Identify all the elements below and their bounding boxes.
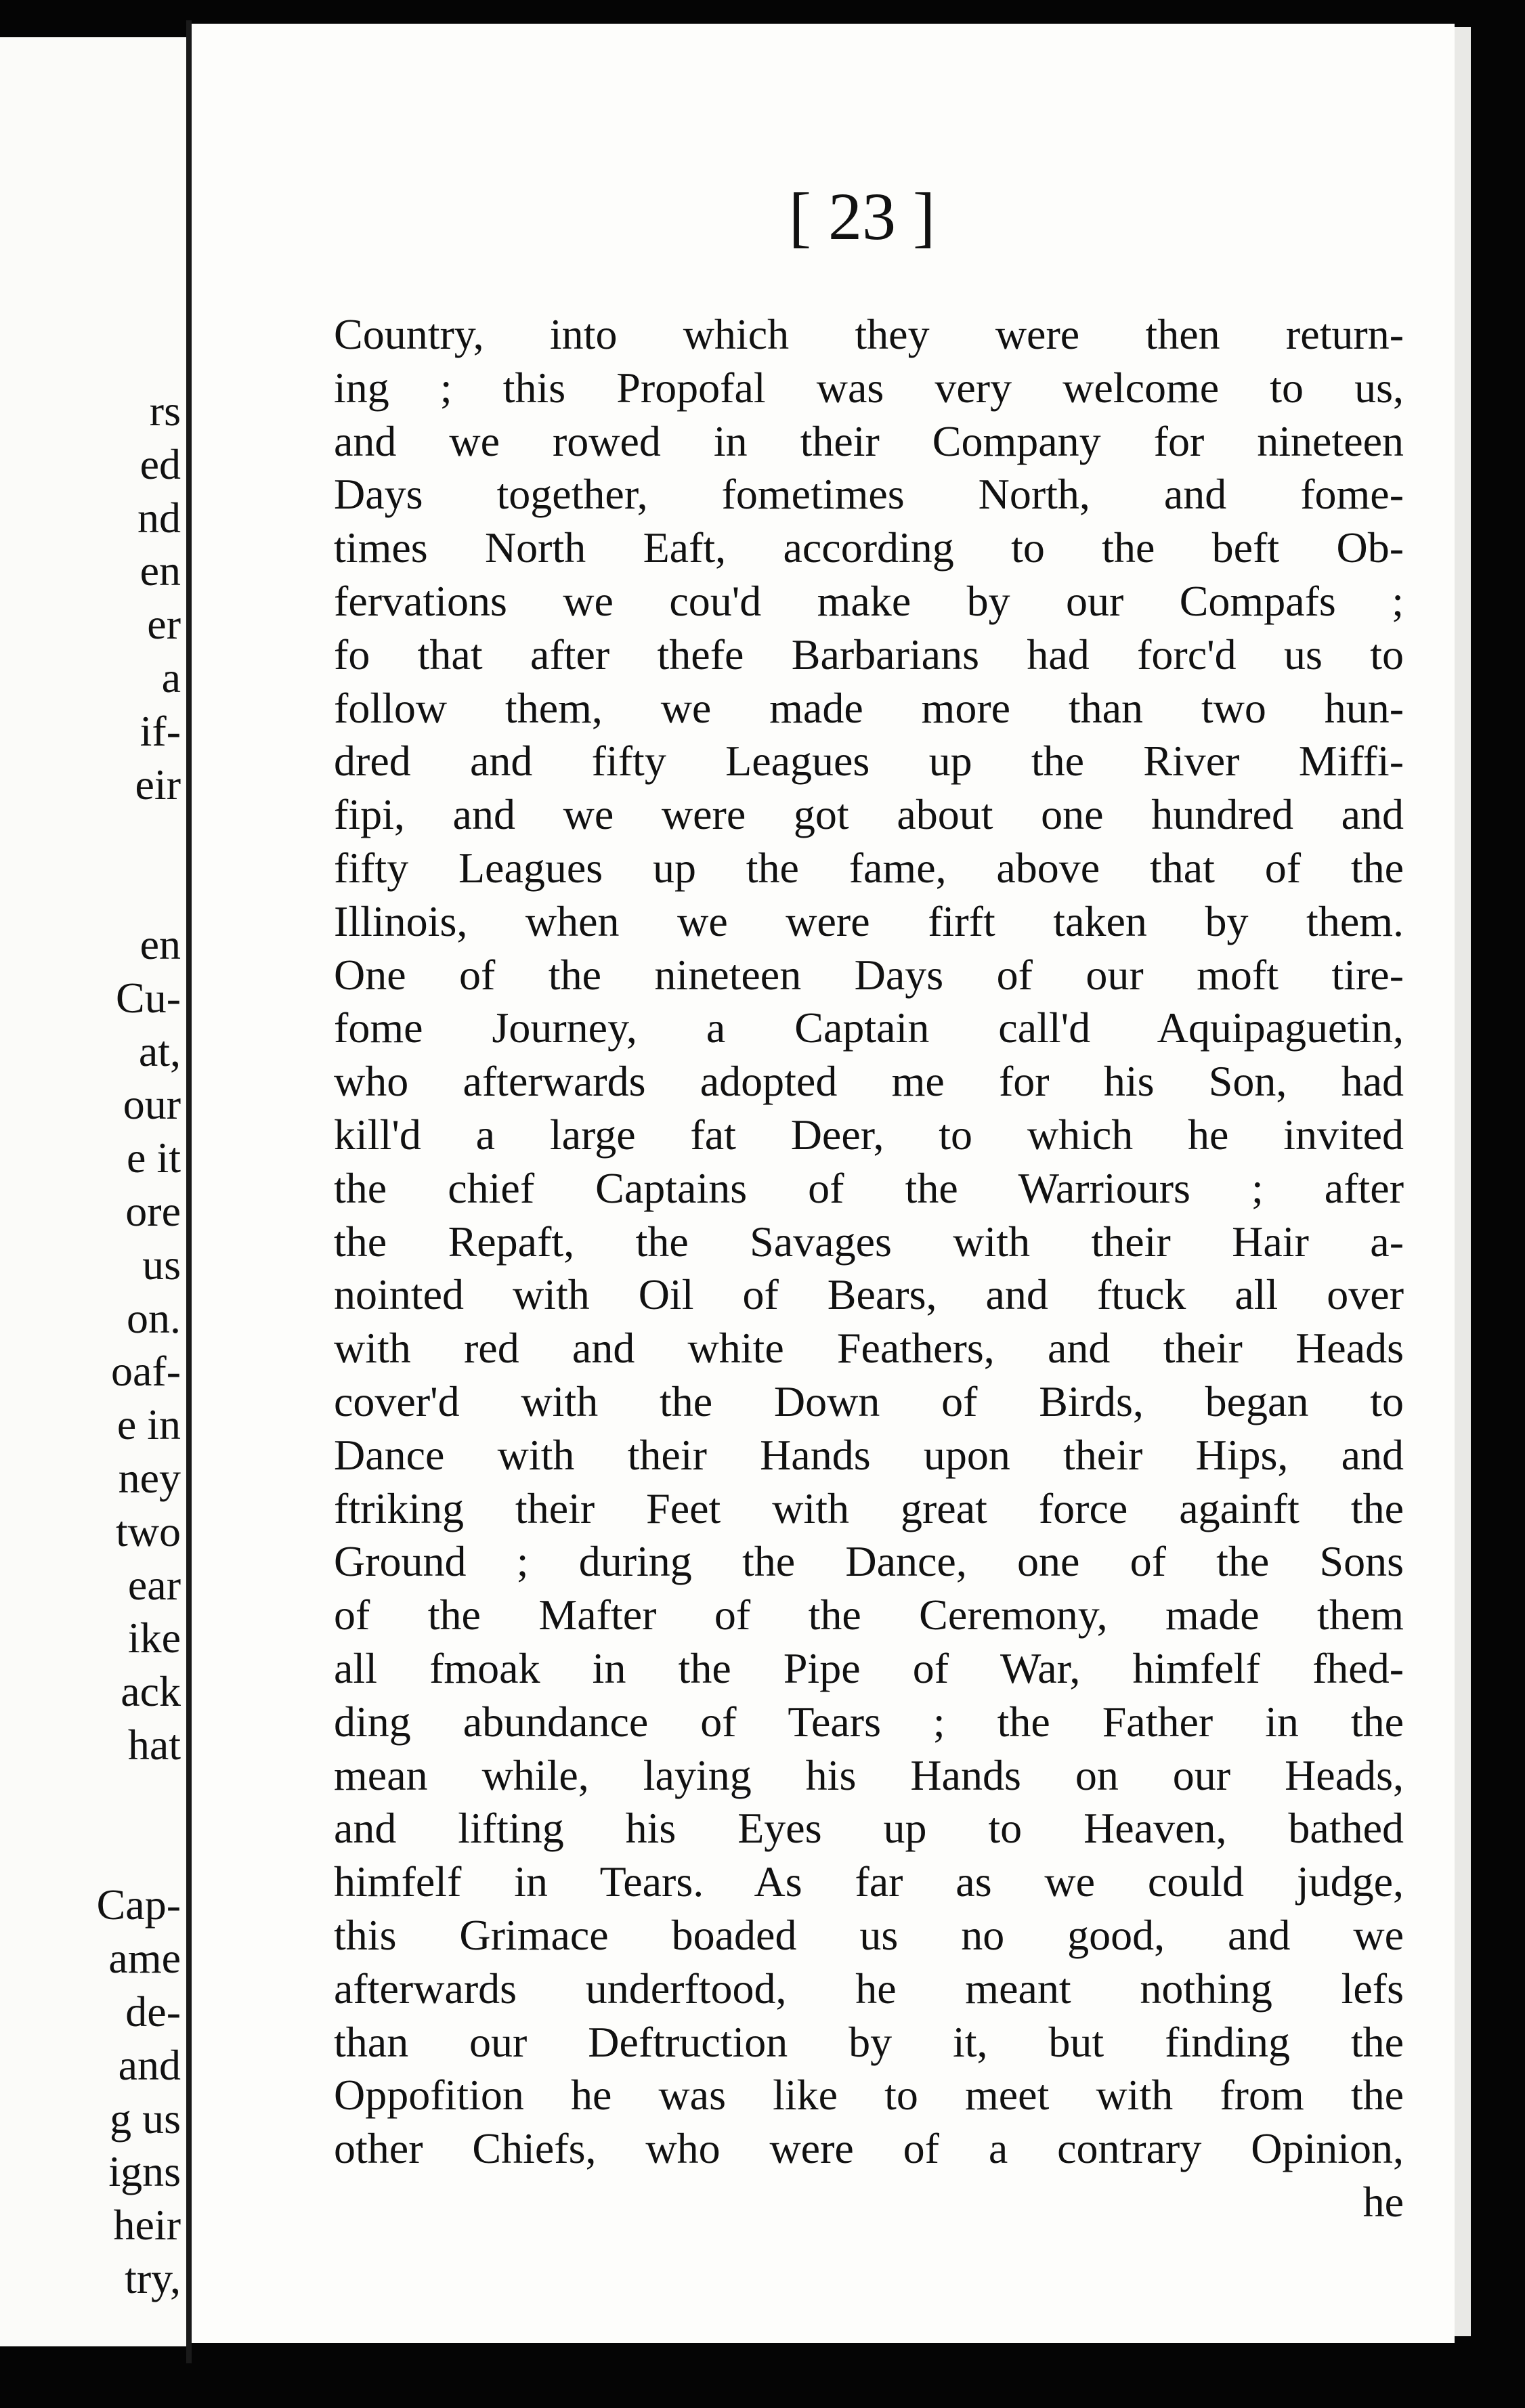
left-page-fragment: oaf-: [110, 1347, 181, 1396]
left-page-fragment: ame: [108, 1934, 181, 1983]
page-number: [ 23 ]: [788, 179, 936, 254]
left-page-fragment: g us: [110, 2094, 181, 2143]
text-line: with red and white Feathers, and their Heads: [334, 1324, 1404, 1373]
text-line: cover'd with the Down of Birds, began to: [334, 1377, 1404, 1425]
text-line: kill'd a large fat Deer, to which he invited: [334, 1110, 1404, 1159]
text-line: nointed with Oil of Bears, and ftuck all over: [334, 1270, 1404, 1319]
left-page-fragment: Cap-: [96, 1880, 181, 1929]
left-page-fragment: rs: [149, 387, 181, 435]
text-line: of the Mafter of the Ceremony, made them: [334, 1591, 1404, 1639]
left-page-fragment: eir: [135, 760, 181, 809]
left-page-fragment: en: [139, 920, 181, 968]
left-page-fragment: er: [147, 600, 181, 649]
left-page-fragment: Cu-: [116, 973, 181, 1022]
text-line: ing ; this Propofal was very welcome to us,: [334, 363, 1404, 412]
text-line: One of the nineteen Days of our moft tire-: [334, 950, 1404, 999]
page-gutter: [186, 20, 192, 2363]
text-line: himfelf in Tears. As far as we could judge,: [334, 1857, 1404, 1906]
text-line: fervations we cou'd make by our Compafs ;: [334, 576, 1404, 625]
left-page-fragment: hat: [127, 1721, 181, 1769]
text-line: ding abundance of Tears ; the Father in the: [334, 1697, 1404, 1746]
text-line: Dance with their Hands upon their Hips, and: [334, 1430, 1404, 1479]
left-page-fragment: ike: [127, 1614, 181, 1662]
text-line: who afterwards adopted me for his Son, had: [334, 1057, 1404, 1106]
left-page-fragment: if-: [139, 706, 181, 755]
left-page-fragment: try,: [125, 2254, 181, 2302]
left-page-text-fragments: [0, 37, 186, 2346]
left-page-fragment: and: [118, 2040, 181, 2089]
left-page-fragment: ear: [127, 1560, 181, 1609]
text-line: the chief Captains of the Warriours ; after: [334, 1163, 1404, 1212]
left-page-fragment: de-: [125, 1987, 181, 2036]
text-line: Ground ; during the Dance, one of the Sons: [334, 1537, 1404, 1586]
left-page-fragment: ney: [118, 1454, 181, 1502]
text-line: fo that after thefe Barbarians had forc'd us to: [334, 630, 1404, 679]
text-line: this Grimace boaded us no good, and we: [334, 1910, 1404, 1959]
left-page-fragment: heir: [113, 2201, 181, 2250]
left-page-fragment: two: [116, 1507, 181, 1555]
text-line: fifty Leagues up the fame, above that of the: [334, 843, 1404, 892]
left-page-fragment: us: [142, 1240, 181, 1289]
text-line: follow them, we made more than two hun-: [334, 683, 1404, 732]
left-page-fragment: on.: [127, 1293, 181, 1342]
left-page-fragment: a: [161, 653, 181, 702]
text-line: and we rowed in their Company for nineteen: [334, 416, 1404, 465]
text-line: fipi, and we were got about one hundred and: [334, 790, 1404, 839]
left-page-fragment: our: [123, 1080, 181, 1129]
page-edge: [1455, 27, 1471, 2336]
text-line: mean while, laying his Hands on our Heads,: [334, 1750, 1404, 1799]
text-line: than our Deftruction by it, but finding the: [334, 2017, 1404, 2066]
right-page: [192, 24, 1455, 2343]
text-line: Oppofition he was like to meet with from the: [334, 2071, 1404, 2120]
left-page-fragment: en: [139, 546, 181, 595]
text-line: Country, into which they were then return-: [334, 310, 1404, 358]
left-page-fragment: ore: [125, 1187, 181, 1235]
left-page-fragment: at,: [138, 1027, 181, 1075]
text-line: times North Eaft, according to the beft Ob-: [334, 523, 1404, 572]
left-page-fragment: nd: [137, 493, 181, 542]
text-line: ftriking their Feet with great force againft the: [334, 1484, 1404, 1532]
left-page-fragment: ack: [121, 1667, 181, 1716]
left-page-fragment: e in: [116, 1400, 181, 1449]
text-line: other Chiefs, who were of a contrary Opinion,: [334, 2124, 1404, 2173]
text-line: afterwards underftood, he meant nothing lefs: [334, 1964, 1404, 2013]
left-page-fragment: ed: [139, 439, 181, 488]
left-page-fragment: igns: [108, 2147, 181, 2196]
text-line: fome Journey, a Captain call'd Aquipaguetin,: [334, 1004, 1404, 1052]
left-page-fragment: e it: [127, 1134, 181, 1182]
text-line: Days together, fometimes North, and fome-: [334, 470, 1404, 519]
text-line: Illinois, when we were firft taken by them.: [334, 897, 1404, 945]
body-text: [334, 308, 1404, 2229]
text-line: the Repaft, the Savages with their Hair a-: [334, 1217, 1404, 1266]
text-line: dred and fifty Leagues up the River Miffi-: [334, 737, 1404, 786]
text-line: all fmoak in the Pipe of War, himfelf fhed-: [334, 1643, 1404, 1692]
text-line: and lifting his Eyes up to Heaven, bathed: [334, 1804, 1404, 1853]
catchword: he: [1362, 2177, 1404, 2226]
left-page: [0, 37, 186, 2346]
